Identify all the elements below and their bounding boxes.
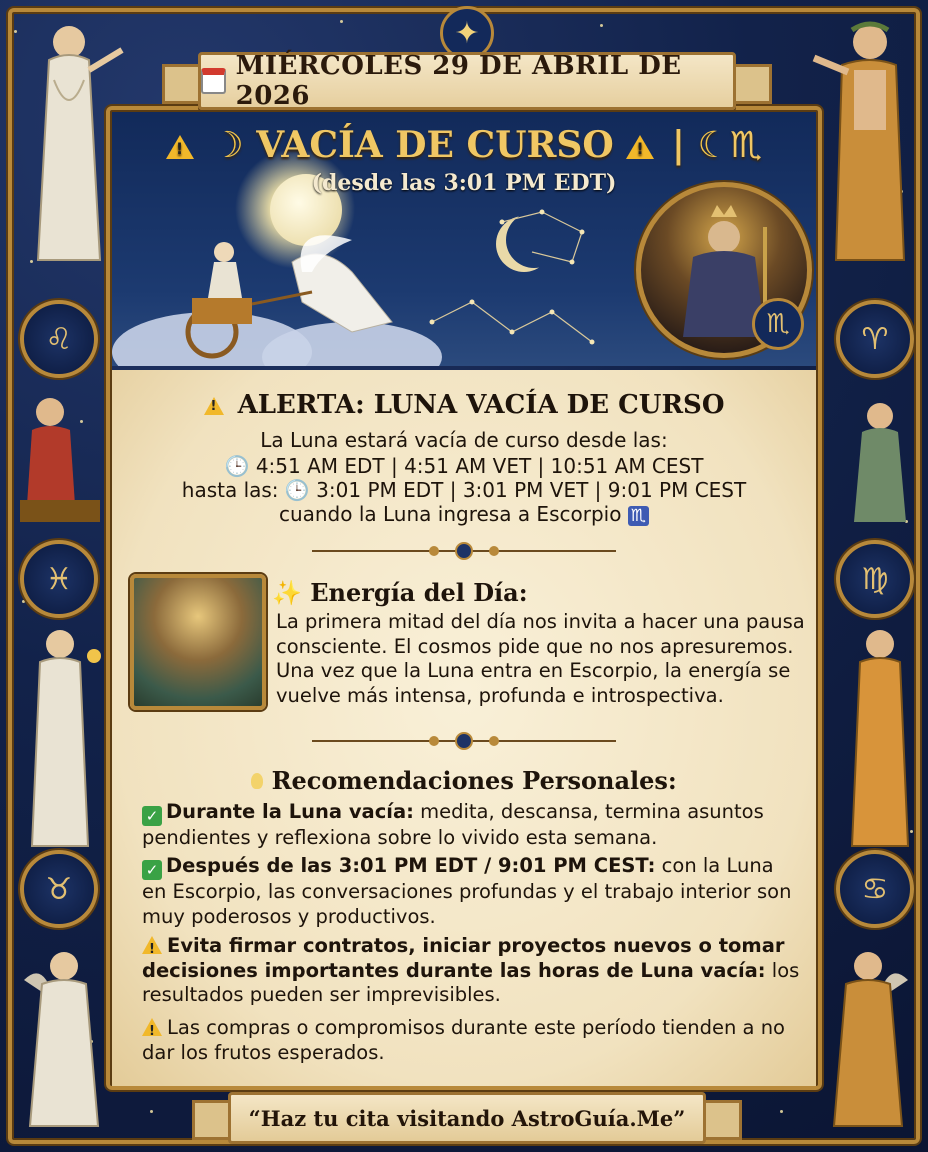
recommendation-item [142,934,802,1008]
virgo-medallion-icon: ♍ [836,540,914,618]
recommendation-bold: Evita firmar contratos, iniciar proyectos nuevos o tomar decisiones importantes durante las horas de Luna vacía: [142,934,785,982]
footer-ribbon [228,1092,706,1144]
calendar-icon [201,68,226,94]
cancer-medallion-icon: ♋ [836,850,914,928]
taurus-medallion-icon: ♉ [20,850,98,928]
start-times-text: 4:51 AM EDT | 4:51 AM VET | 10:51 AM CEST [255,454,704,478]
crescent-moon-icon: ☽ [211,125,244,166]
page-title: VACÍA DE CURSO [256,124,614,166]
alert-start-times [112,454,816,478]
pisces-medallion-icon: ♓ [20,540,98,618]
alert-end-times [112,478,816,502]
subtitle: (desde las 3:01 PM EDT) [311,170,617,196]
ingress-text: cuando la Luna ingresa a Escorpio [278,502,622,526]
title-separator: | [671,124,685,166]
recommendation-item [142,854,802,929]
recommendation-text: los resultados pueden ser imprevisibles. [142,958,800,1006]
recommendation-text: con la Luna en Escorpio, las conversaciones profundas y el trabajo interior son muy poderosos y productivos. [142,854,792,928]
checkmark-icon: ✓ [142,860,162,880]
date-text: MIÉRCOLES 29 DE ABRIL DE 2026 [235,51,682,111]
right-muse-figure [840,396,920,526]
left-lantern-figure [14,620,110,850]
scorpio-badge-icon: ♏ [752,298,804,350]
recommendations-title: Recomendaciones Personales: [271,766,677,795]
alert-title: ALERTA: LUNA VACÍA DE CURSO [237,390,725,420]
right-zeus-figure [812,10,922,270]
until-label: hasta las: [181,478,279,502]
checkmark-icon: ✓ [142,806,162,826]
alert-intro: La Luna estará vacía de curso desde las: [260,428,668,452]
moon-chariot-illustration [152,232,432,362]
leo-medallion-icon: ♌ [20,300,98,378]
footer-text: “Haz tu cita visitando AstroGuía.Me” [248,1105,686,1131]
warning-icon [166,135,194,159]
left-sage-figure [10,390,110,530]
warning-icon [142,936,162,954]
right-angel-figure [818,940,918,1130]
energy-body: La primera mitad del día nos invita a hacer una pausa consciente. El cosmos pide que no nos apresuremos. Una vez que la Luna entra en Escorpio, la energía se vuelve más intensa, profunda e introspectiva. [276,610,805,707]
ornament-divider [312,542,616,560]
ornament-divider [312,732,616,750]
clock-icon: 🕒 [284,478,310,502]
recommendations-heading [112,766,816,795]
top-star-ornament: ✦ [440,6,494,60]
recommendation-item [142,800,802,851]
recommendation-item [142,1016,802,1065]
aries-medallion-icon: ♈ [836,300,914,378]
energy-heading [272,578,528,607]
content-parchment [112,370,816,1086]
right-golden-figure [836,620,922,850]
sparkles-icon: ✨ [272,579,302,607]
warning-icon [626,135,654,159]
end-times-text: 3:01 PM EDT | 3:01 PM VET | 9:01 PM CEST [316,478,747,502]
alert-heading [112,390,816,420]
clock-icon: 🕒 [224,454,250,478]
energy-illustration [130,574,266,710]
constellation-lines [412,202,622,362]
recommendation-bold: Durante la Luna vacía: [166,800,414,823]
warning-icon [142,1018,162,1036]
sky-scene [112,112,816,366]
alert-ingress [112,502,816,526]
void-of-course-title [112,124,816,166]
crescent-moon-icon: ☾ [697,125,730,166]
recommendation-text: medita, descansa, termina asuntos pendientes y reflexiona sobre lo vivido esta semana. [142,800,764,849]
light-bulb-icon [251,773,263,789]
recommendation-text: Las compras o compromisos durante este período tienden a no dar los frutos esperados. [142,1016,785,1064]
left-goddess-figure [14,10,124,270]
scorpio-icon: ♏ [729,125,763,166]
scorpio-icon: ♏ [628,506,649,526]
left-angel-figure [14,940,114,1130]
date-banner [198,52,736,110]
energy-title: Energía del Día: [310,578,528,607]
recommendation-bold: Después de las 3:01 PM EDT / 9:01 PM CEST: [166,854,656,877]
warning-icon [204,397,224,415]
